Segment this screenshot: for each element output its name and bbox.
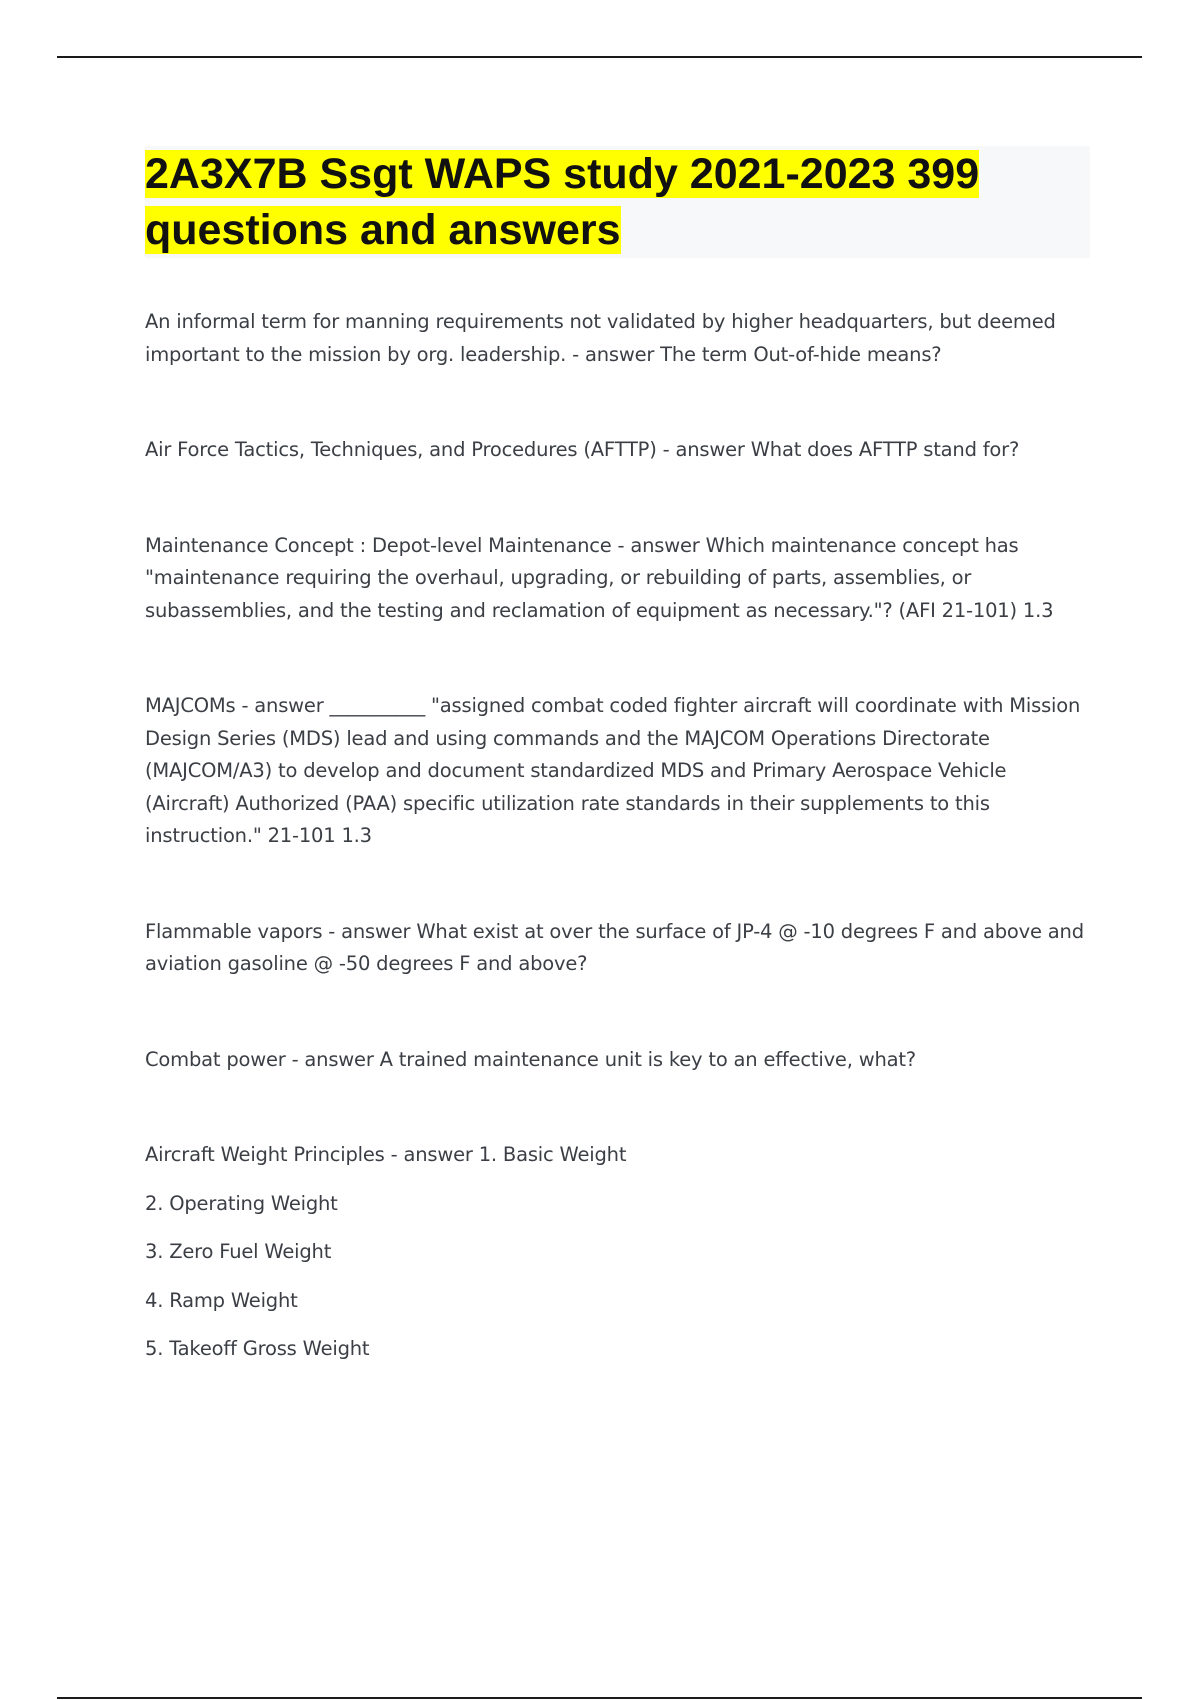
sub-list-item: 4. Ramp Weight xyxy=(145,1288,298,1312)
sub-list-item: 3. Zero Fuel Weight xyxy=(145,1240,332,1263)
bottom-rule xyxy=(57,1697,1142,1699)
document-body xyxy=(145,146,1090,1366)
qa-entry: Aircraft Weight Principles - answer 1. Basic Weight xyxy=(145,1143,627,1166)
top-rule xyxy=(57,56,1142,58)
qa-entry: MAJCOMs - answer __________ "assigned combat coded fighter aircraft will coordinate with Mission Design Series (MDS) lead and using commands and the MAJCOM Operations Directorate (MAJCOM/A3) to develop and document standardized MDS and Primary Aerospace Vehicle (Aircraft) Authorized (PAA) specific utilization rate standards in their supplements to this instruction." 21-101 1.3 xyxy=(145,694,1081,847)
sub-list-item: 5. Takeoff Gross Weight xyxy=(145,1337,370,1360)
document-title xyxy=(145,146,1090,258)
qa-entry: An informal term for manning requirements not validated by higher headquarters, but deemed important to the mission by org. leadership. - answer The term Out-of-hide means? xyxy=(145,310,1056,366)
weight-sub-list xyxy=(145,1188,1090,1366)
sub-list-item: 2. Operating Weight xyxy=(145,1191,338,1215)
title-line-2: questions and answers xyxy=(145,206,621,254)
qa-entry: Combat power - answer A trained maintenance unit is key to an effective, what? xyxy=(145,1047,916,1071)
title-line-1: 2A3X7B Ssgt WAPS study 2021-2023 399 xyxy=(145,150,980,198)
qa-entry: Flammable vapors - answer What exist at over the surface of JP-4 @ -10 degrees F and above and aviation gasoline @ -50 degrees F and above? xyxy=(145,919,1084,975)
qa-entry: Air Force Tactics, Techniques, and Procedures (AFTTP) - answer What does AFTTP stand for? xyxy=(145,438,1020,461)
qa-entry: Maintenance Concept : Depot-level Maintenance - answer Which maintenance concept has "maintenance requiring the overhaul, upgrading, or rebuilding of parts, assemblies, or subassemblies, and the testing and reclamation of equipment as necessary."? (AFI 21-101) 1.3 xyxy=(145,533,1054,622)
qa-list xyxy=(145,306,1090,1366)
